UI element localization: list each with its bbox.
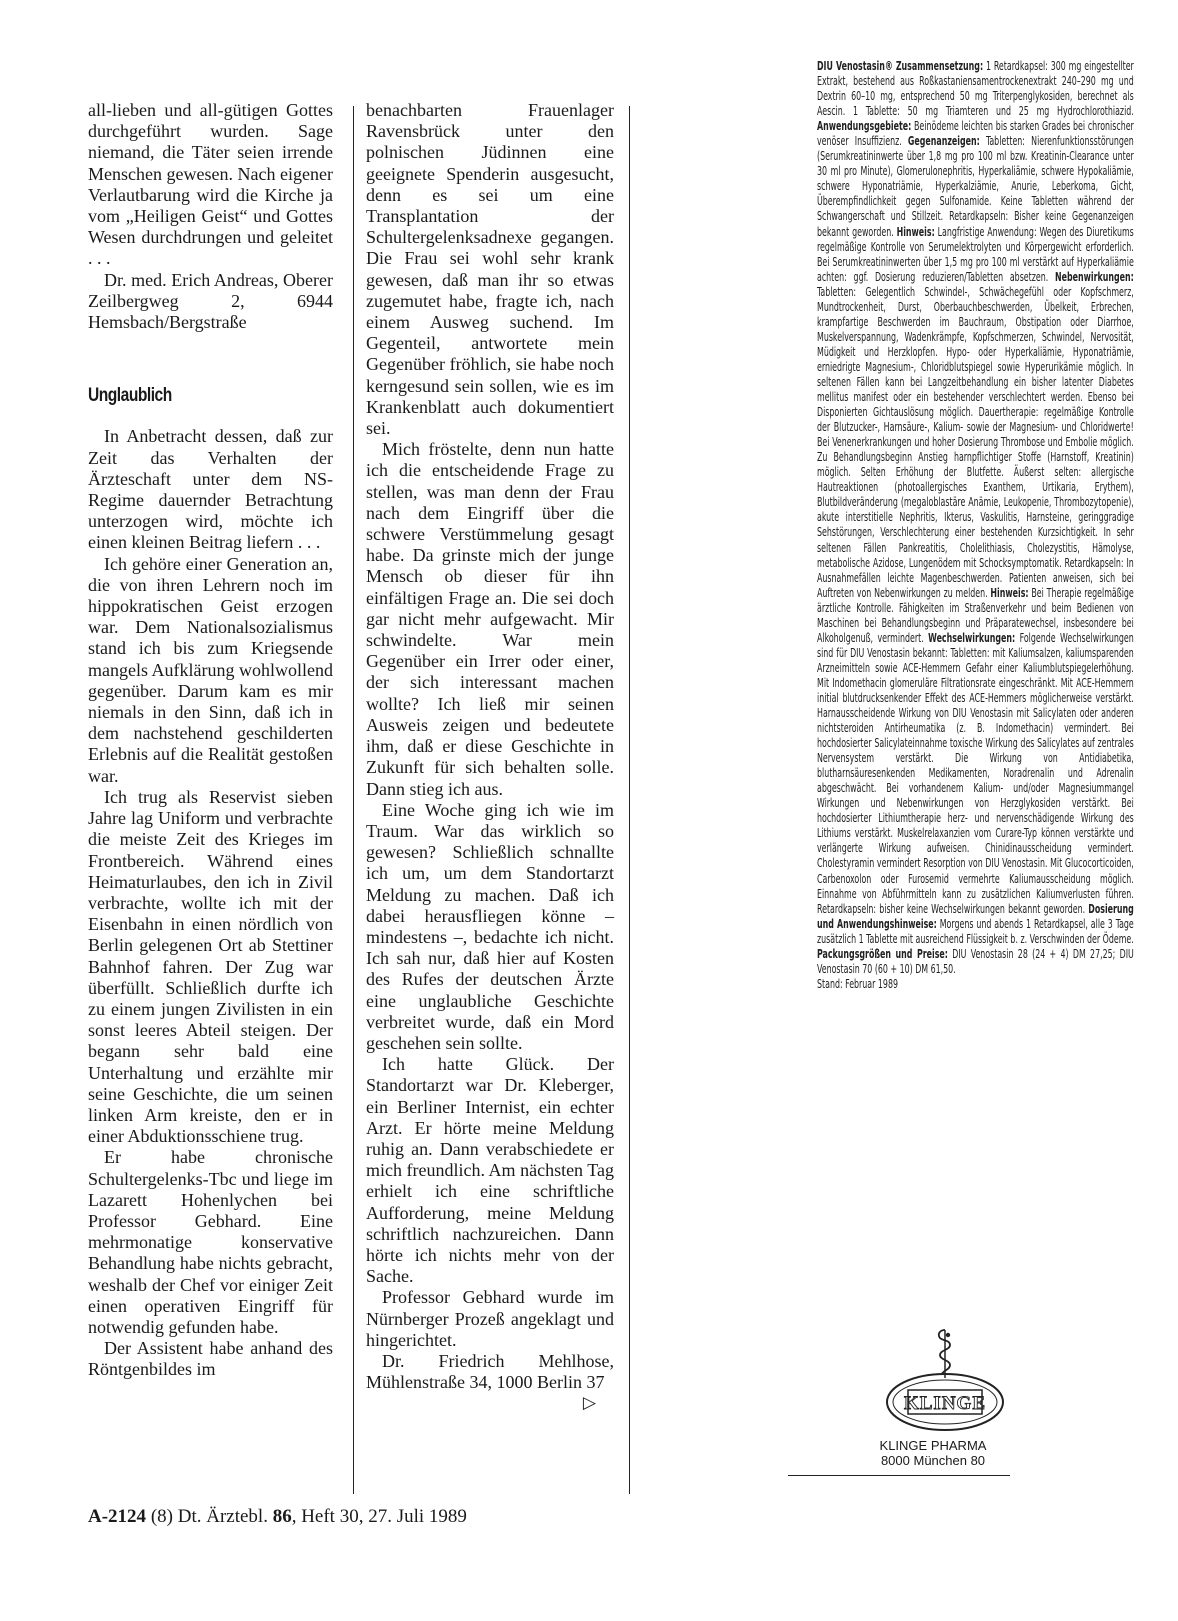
citation-pre: (8) Dt. Ärztebl. bbox=[146, 1506, 273, 1527]
paragraph: Er habe chronische Schultergelenks-Tbc und liege im Lazarett Hohenlychen bei Professor Gebhard. Eine mehrmonatige konservative Behandlung habe nichts gebracht, weshalb der Chef vor einiger Zeit einen operativen Eingriff für notwendig gefunden habe. bbox=[88, 1147, 333, 1337]
ad-text: 1 Retardkapsel: 300 mg eingestellter Extrakt, bestehend aus Roßkastaniensamentrockenextrakt 240–290 mg und Dextrin 60–10 mg, entsprechend 50 mg Triterpenglykosiden, berechnet als Aescin. 1 Tablette: 50 mg Triamteren und 25 mg Hydrochlorothiazid. bbox=[817, 59, 1134, 119]
klinge-logo bbox=[880, 1326, 1010, 1446]
letter-signature bbox=[366, 1350, 614, 1414]
article-heading: Unglaublich bbox=[88, 385, 172, 407]
paragraph: Professor Gebhard wurde im Nürnberger Prozeß angeklagt und hingerichtet. bbox=[366, 1287, 614, 1350]
ad-heading: Nebenwirkungen: bbox=[1055, 269, 1134, 284]
column-divider bbox=[629, 106, 630, 1494]
company-name: KLINGE PHARMA bbox=[879, 1438, 987, 1453]
paragraph: In Anbetracht dessen, daß zur Zeit das Verhalten der Ärzteschaft unter dem NS-Regime dauernder Betrachtung unterzogen wird, möchte ich einen kleinen Beitrag liefern . . . bbox=[88, 426, 333, 553]
ad-heading: Packungsgrößen und Preise: bbox=[817, 946, 948, 961]
ad-text: Folgende Wechselwirkungen sind für DIU Venostasin bekannt: Tabletten: mit Kaliumsalzen, kaliumsparenden Arzneimitteln sowie ACE-Hemmern Gefahr einer Kaliumblutspiegelerhöhung. Mit Indomethacin glomeruläre Filtrationsrate eingeschränkt. Mit ACE-Hemmern initial blutdrucksenkender Effekt des ACE-Hemmers möglicherweise verstärkt. Harnausscheidende Wirkung von DIU Venostasin mit Salicylaten oder anderen nichtsteroiden Antirheumatika (z. B. Indomethacin) vermindert. Bei hochdosierter Salicylateinnahme toxische Wirkung des Salicylates auf zentrales Nervensystem verstärkt. Die Wirkung von Antidiabetika, blutharnsäuresenkenden Medikamenten, Noradrenalin und Adrenalin abgeschwächt. Bei vorhandenem Kalium- und/oder Magnesiummangel Wirkungen und Nebenwirkungen von Herzglykosiden verstärkt. Bei hochdosierter Lithiumtherapie herz- und nervenschädigende Wirkung des Lithiums verstärkt. Muskelrelaxanzien vom Curare-Typ können verstärkte und verlängerte Wirkung aufweisen. Chinidinausscheidung vermindert. Cholestyramin vermindert Resorption von DIU Venostasin. Mit Glucocorticoiden, Carbenoxolon oder Furosemid vermehrte Kaliumausscheidung möglich. Einnahme von Abführmitteln kann zu zusätzlichen Kaliumverlusten führen. Retardkapseln: bisher keine Wechselwirkungen bekannt geworden. bbox=[817, 630, 1134, 916]
ad-heading: Hinweis: bbox=[990, 585, 1029, 600]
page-code: A-2124 bbox=[88, 1506, 147, 1527]
ad-heading: Anwendungsgebiete: bbox=[817, 119, 912, 134]
citation-post: , Heft 30, 27. Juli 1989 bbox=[291, 1506, 467, 1527]
company-address: 8000 München 80 bbox=[880, 1453, 986, 1468]
ad-heading: Gegenanzeigen: bbox=[907, 134, 980, 149]
ad-text: Morgens und abends 1 Retardkapsel, alle 3 Tage zusätzlich 1 Tablette mit ausreichend Flüssigkeit b. z. Verschwinden der Ödeme. bbox=[817, 916, 1134, 946]
ad-status: Stand: Februar 1989 bbox=[817, 976, 898, 991]
page-footer bbox=[88, 1506, 467, 1528]
continue-arrow-icon: ▷ bbox=[582, 1393, 596, 1414]
paragraph: all-lieben und all-gütigen Gottes durchgeführt wurden. Sage niemand, die Täter seien irrende Menschen gewesen. Nach eigener Verlautbarung wird die Kirche ja vom „Heiligen Geist“ und Gottes Wesen durchdrungen und geleitet . . . bbox=[88, 100, 333, 269]
company-caption bbox=[838, 1438, 1028, 1468]
article-column-2 bbox=[366, 100, 614, 1415]
ad-heading: DIU Venostasin® Zusammensetzung: bbox=[817, 59, 984, 73]
ad-heading: Hinweis: bbox=[896, 224, 935, 239]
ad-text: Bei Therapie regelmäßige ärztliche Kontrolle. Fähigkeiten im Straßenverkehr und beim Bedienen von Maschinen bei Behandlungsbeginn und Präparatewechsel, insbesondere bei Alkoholgenuß, vermindert. bbox=[817, 585, 1134, 645]
volume-number: 86 bbox=[272, 1506, 292, 1527]
paragraph: Ich trug als Reservist sieben Jahre lag Uniform und verbrachte die meiste Zeit des Krieges im Frontbereich. Während eines Heimaturlaubes, den ich in Zivil verbrachte, wollte ich mit der Eisenbahn in einen nördlich von Berlin gelegenen Ort ab Stettiner Bahnhof fahren. Der Zug war überfüllt. Schließlich durfte ich zu einem jungen Zivilisten in ein sonst leeres Abteil steigen. Der begann sehr bald eine Unterhaltung und erzählte mir seine Geschichte, die um seinen linken Arm kreiste, den er in einer Abduktionsschiene trug. bbox=[88, 786, 333, 1147]
paragraph: Ich hatte Glück. Der Standortarzt war Dr. Kleberger, ein Berliner Internist, ein echter Arzt. Er hörte meine Meldung ruhig an. Dann verabschiedete er mich freundlich. Am nächsten Tag erhielt ich eine schriftliche Aufforderung, meine Meldung schriftlich nachzureichen. Dann hörte ich nichts mehr von der Sache. bbox=[366, 1054, 614, 1287]
paragraph: Der Assistent habe anhand des Röntgenbildes im bbox=[88, 1338, 333, 1380]
paragraph: Ich gehöre einer Generation an, die von ihren Lehrern noch im hippokratischen Geist erzogen war. Dem Nationalsozialismus stand ich bis zum Kriegsende mangels Aufklärung wohlwollend gegenüber. Darum kam es mir niemals in den Sinn, daß ich in dem nachstehend geschilderten Erlebnis auf die Realität gestoßen war. bbox=[88, 553, 333, 786]
article-column-1 bbox=[88, 100, 333, 1381]
drug-information-ad bbox=[817, 59, 1134, 992]
ad-text: Tabletten: Nierenfunktionsstörungen (Serumkreatininwerte über 1,8 mg pro 100 ml bzw. Kreatinin-Clearance unter 30 ml pro Minute), Glomerulonephritis, Hyperkaliämie, schwere Hypokaliämie, schwere Hyponatriämie, Hyperkalziämie, Anurie, Leberkoma, Gicht, Überempfindlichkeit gegen Sulfonamide. Keine Tabletten während der Schwangerschaft und Stillzeit. Retardkapseln: Bisher keine Gegenanzeigen bekannt geworden. bbox=[817, 134, 1134, 239]
ad-bottom-rule bbox=[788, 1475, 1010, 1476]
letter-signature: Dr. med. Erich Andreas, Oberer Zeilbergweg 2, 6944 Hemsbach/Bergstraße bbox=[88, 269, 333, 333]
ad-heading: Wechselwirkungen: bbox=[928, 630, 1016, 645]
ad-text: Beinödeme leichten bis starken Grades bei chronischer venöser Insuffizienz. bbox=[817, 119, 1134, 149]
ad-text: DIU Venostasin 28 (24 + 4) DM 27,25; DIU Venostasin 70 (60 + 10) DM 61,50. bbox=[817, 946, 1134, 976]
column-divider bbox=[353, 106, 354, 1494]
signature-text: Dr. Friedrich Mehlhose, Mühlenstraße 34, 1000 Berlin 37 bbox=[366, 1350, 614, 1393]
paragraph: Eine Woche ging ich wie im Traum. War das wirklich so gewesen? Schließlich schnallte ich um, um dem Standortarzt Meldung zu machen. Daß ich dabei herausfliegen könne – mindestens –, bedachte ich nicht. Ich sah nur, daß hier auf Kosten des Rufes der deutschen Ärzte eine unglaubliche Geschichte verbreitet wurde, daß ein Mord geschehen sein sollte. bbox=[366, 799, 614, 1053]
ad-heading: Dosierung und Anwendungshinweise: bbox=[817, 901, 1134, 931]
logo-text: KLINGE bbox=[903, 1393, 987, 1414]
ad-text: Langfristige Anwendung: Wegen des Diuretikums regelmäßige Kontrolle von Serumelektrolyten und Körpergewicht erforderlich. Bei Serumkreatininwerten über 1,5 mg pro 100 ml verstärkt auf Hyperkaliämie achten: ggf. Dosierung reduzieren/Tabletten absetzen. bbox=[817, 224, 1134, 284]
paragraph: benachbarten Frauenlager Ravensbrück unter den polnischen Jüdinnen eine geeignete Spenderin ausgesucht, denn es sei um eine Transplantation der Schultergelenksadnexe gegangen. Die Frau sei wohl sehr krank gewesen, daß man ihr so etwas zugemutet habe, fragte ich, nach einem Ausweg suchend. Im Gegenteil, antwortete mein Gegenüber fröhlich, sie habe noch kerngesund sein sollen, wie es im Krankenblatt auch dokumentiert sei. bbox=[366, 100, 614, 439]
ad-text: Tabletten: Gelegentlich Schwindel-, Schwächegefühl oder Kopfschmerz, Mundtrockenheit, Durst, Oberbauchbeschwerden, Übelkeit, Erbrechen, krampfartige Beschwerden im Bauchraum, Obstipation oder Diarrhoe, Muskelverspannung, Wadenkrämpfe, Kopfschmerzen, Schwindel, Nervosität, Müdigkeit und Herzklopfen. Hypo- oder Hyperkaliämie, Hyponatriämie, erniedrigte Magnesium-, Chloridblutspiegel sowie Hyperurikämie möglich. In seltenen Fällen kann bei Langzeitbehandlung ein bisher latenter Diabetes mellitus manifest oder ein bestehender verschlechtert werden. Ebenso bei Disponierten Gichtauslösung möglich. Dauertherapie: regelmäßige Kontrolle der Blutzucker-, Harnsäure-, Kalium- sowie der Magnesium- und Chloridwerte! Bei Venenerkrankungen und hoher Dosierung Thrombose und Embolie möglich. Zu Behandlungsbeginn Anstieg harnpflichtiger Stoffe (Harnstoff, Kreatinin) möglich. Selten Erhöhung der Blutfette. Äußerst selten: allergische Hautreaktionen (photoallergisches Exanthem, Urtikaria, Erythem), Blutbildveränderung (megaloblastäre Anämie, Leukopenie, Thrombozytopenie), akute interstitielle Nephritis, Ikterus, Vaskulitis, Harnsteine, geringgradige Sehstörungen, Verschlechterung einer bestehenden Kurzsichtigkeit. In sehr seltenen Fällen Pankreatitis, Cholelithiasis, Cholezystitis, Hämolyse, metabolische Azidose, Lungenödem mit Schocksymptomatik. Retardkapseln: In Ausnahmefällen leichte Magenbeschwerden. Patienten anweisen, sich bei Auftreten von Nebenwirkungen zu melden. bbox=[817, 284, 1134, 600]
paragraph: Mich fröstelte, denn nun hatte ich die entscheidende Frage zu stellen, was man denn der Frau nach dem Eingriff über die schwere Verstümmelung gesagt habe. Da grinste mich der junge Mensch ob dieser für ihn einfältigen Frage an. Die sei doch gar nicht mehr aufgewacht. Mir schwindelte. War mein Gegenüber ein Irrer oder einer, der sich interessant machen wollte? Ich ließ mir seinen Ausweis zeigen und bedeutete ihm, daß er diese Geschichte in Zukunft für sich behalten solle. Dann stieg ich aus. bbox=[366, 439, 614, 799]
